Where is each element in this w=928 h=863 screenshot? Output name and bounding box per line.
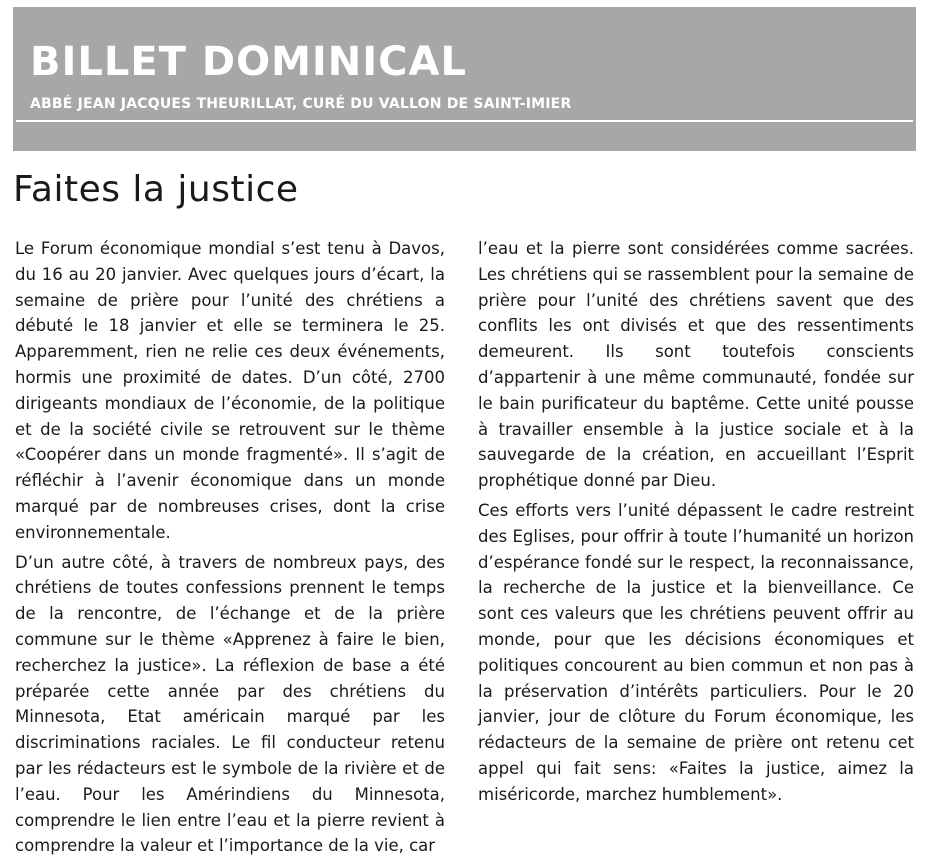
article-title: Faites la justice <box>13 169 299 210</box>
author-line: ABBÉ JEAN JACQUES THEURILLAT, CURÉ DU VALLON DE SAINT-IMIER <box>30 96 572 112</box>
article-paragraph: Ces efforts vers l’unité dépassent le cadre restreint des Eglises, pour offrir à toute l’humanité un horizon d’espérance fondé sur le respect, la reconnaissance, la recherche de la justice et la bienveillance. Ce sont ces valeurs que les chrétiens peuvent offrir au monde, pour que les décisions économiques et politiques concourent au bien commun et non pas à la préservation d’intérêts particuliers. Pour le 20 janvier, jour de clôture du Forum économique, les rédacteurs de la semaine de prière ont retenu cet appel qui fait sens: «Faites la justice, aimez la miséricorde, marchez humblement». <box>478 500 914 804</box>
header-divider <box>16 120 913 122</box>
rubric-title: BILLET DOMINICAL <box>30 39 467 85</box>
article-paragraph: D’un autre côté, à travers de nombreux pays, des chrétiens de toutes confessions prennent le temps de la rencontre, de l’échange et de la prière commune sur le thème «Apprenez à faire le bien, recherchez la justice». La réflexion de base a été préparée cette année par des chrétiens du Minnesota, Etat américain marqué par les discriminations raciales. Le fil conducteur retenu par les rédacteurs est le symbole de la rivière et de l’eau. Pour les Amérindiens du Minnesota, comprendre le lien entre l’eau et la pierre revient à comprendre la valeur et l’importance de la vie, car <box>15 552 445 856</box>
article-paragraph: Le Forum économique mondial s’est tenu à Davos, du 16 au 20 janvier. Avec quelques jours d’écart, la semaine de prière pour l’unité des chrétiens a débuté le 18 janvier et elle se terminera le 25. Apparemment, rien ne relie ces deux événements, hormis une proximité de dates. D’un côté, 2700 dirigeants mondiaux de l’économie, de la politique et de la société civile se retrouvent sur le thème «Coopérer dans un monde fragmenté». Il s’agit de réfléchir à l’avenir économique dans un monde marqué par de nombreuses crises, dont la crise environnementale. <box>15 239 445 542</box>
article-paragraph: l’eau et la pierre sont considérées comme sacrées. Les chrétiens qui se rassemblent pour la semaine de prière pour l’unité des chrétiens savent que des conflits les ont divisés et que des ressentiments demeurent. Ils sont toutefois conscients d’appartenir à une même communauté, fondée sur le bain purificateur du baptême. Cette unité pousse à travailler ensemble à la justice sociale et à la sauvegarde de la création, en accueillant l’Esprit prophétique donné par Dieu. <box>478 239 914 491</box>
article-column-left <box>15 236 445 863</box>
article-column-right <box>478 236 914 812</box>
